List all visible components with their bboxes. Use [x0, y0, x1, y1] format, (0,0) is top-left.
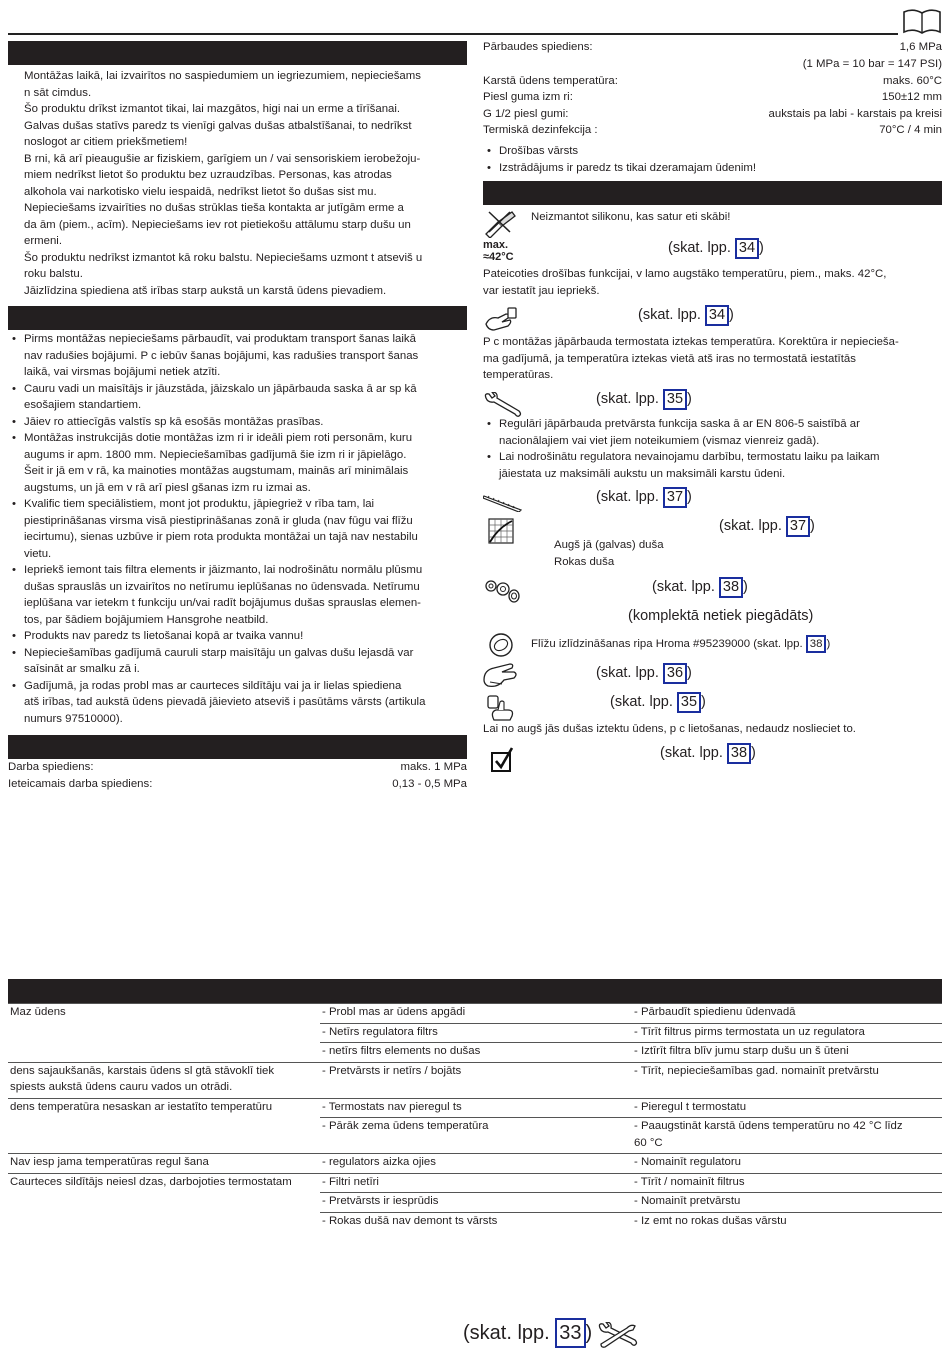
install-line: tos, par šādiem bojājumiem Hansgrohe neatbild.: [24, 613, 269, 626]
thermostat-check-text: [483, 334, 938, 384]
cell-problem: [8, 1098, 320, 1116]
thermostat-line: ma gadījumā, ja temperatūra iztekas vietā atš iras no termostatā iestatītās: [483, 352, 856, 365]
cell-remedy: [632, 1153, 942, 1171]
ref-safety-function: (skat. lpp. 34 ): [668, 238, 764, 259]
safety-line: da ām (piem., acīm). Nepieciešams iev rot pietiekošu attālumu starp dušu un: [24, 218, 411, 231]
spec-key: Pārbaudes spiediens:: [483, 41, 593, 53]
section-bar-installation: [8, 306, 467, 330]
section-bar-troubleshooting: [8, 979, 942, 1003]
spec-row: [483, 89, 942, 106]
install-item: [8, 678, 463, 728]
silicone-warning: Neizmantot silikonu, kas satur eti skābi!: [531, 211, 731, 223]
table-row: [8, 1097, 942, 1117]
install-line: • Jāiev ro attiecīgās valstīs sp kā esošās montāžas prasības.: [24, 415, 324, 428]
ref-flow-diagram: (skat. lpp. 37 ): [719, 516, 815, 537]
install-line: dušas sprauslās un izvairītos no netīrumu ieplūšanas no ūdensvada. Netīrumu: [24, 580, 420, 593]
table-row: [8, 1152, 942, 1172]
safety-function-line: var iestatīt jau iepriekš.: [483, 284, 600, 297]
spec-bullet: • Drošības vārsts: [483, 143, 938, 160]
spec-value: 150±12 mm: [881, 91, 942, 103]
max-temp-label: ≈42°C: [483, 251, 514, 263]
max-label: max.: [483, 239, 509, 251]
cell-line: spiests aukstā ūdens cauru vados un otrādi.: [10, 1081, 233, 1093]
cell-problem: [8, 1062, 320, 1096]
safety-function-text: [483, 266, 938, 299]
pressure-key: Darba spiediens:: [8, 761, 94, 773]
install-line: • Produkts nav paredz ts lietošanai kopā ar tvaika vannu!: [24, 630, 304, 642]
table-row: [8, 1061, 942, 1097]
cell-line: Maz ūdens: [10, 1006, 66, 1018]
ref-thermostat: (skat. lpp. 34 ): [638, 305, 734, 326]
service-item: [483, 449, 938, 482]
safety-function-line: Pateicoties drošības funkcijai, v lamo augstāko temperatūru, piem., maks. 42°C,: [483, 268, 887, 280]
install-item: [8, 562, 463, 628]
ruler-icon: [483, 488, 523, 512]
cell-line: - Tīrīt filtrus pirms termostata un uz regulatora: [634, 1025, 865, 1038]
install-line: ieplūšana var ietekm t funkciju un/vai radīt bojājumus dušas sprauslas elemen-: [24, 597, 421, 609]
page-link[interactable]: 34: [705, 305, 729, 326]
not-included-label: (komplektā netiek piegādāts): [628, 608, 814, 624]
service-bullets: [483, 416, 938, 482]
install-line: iecirtumu), sienas uzbūve ir piem rota produkta montāžai un tajā nav nestabilu: [24, 531, 418, 543]
pressure-row: [8, 776, 467, 793]
thermostat-hand-icon: [484, 306, 518, 332]
table-row: [8, 1191, 942, 1211]
cell-remedy: [632, 1098, 942, 1116]
tools-icon: [597, 1322, 639, 1348]
manual-book-icon: [902, 8, 942, 34]
head-shower-hand-icon: [484, 694, 518, 722]
spec-value: 70°C / 4 min: [879, 124, 942, 136]
silicone-gun-icon: [484, 208, 518, 238]
pressure-value: maks. 1 MPa: [400, 761, 467, 773]
spec-value: maks. 60°C: [883, 75, 942, 87]
install-line: augums ir apm. 1800 mm. Nepieciešamības gadījumā šie izm ri ir jāpielāgo.: [24, 448, 407, 461]
page-link[interactable]: 35: [677, 692, 701, 713]
install-line: • Montāžas instrukcijās dotie montāžas izm ri ir ideāli piem roti personām, kuru: [24, 432, 413, 444]
safety-line: Nepieciešams izvairīties no dušas strūklas tieša kontakta ar jutīgām erme a: [24, 202, 404, 214]
table-row: [8, 1116, 942, 1152]
cell-line: dens temperatūra nesaskan ar iestatīto temperatūru: [10, 1100, 273, 1113]
cell-line: - Probl mas ar ūdens apgādi: [322, 1006, 466, 1018]
cell-cause: [320, 1212, 632, 1230]
ref-spare-parts: (skat. lpp. 38 ): [652, 577, 748, 598]
install-item: [8, 430, 463, 496]
page-link[interactable]: 33: [555, 1318, 585, 1348]
cell-problem: [8, 1212, 320, 1230]
safety-notes: [24, 68, 459, 299]
spec-key: G 1/2 piesl gumi:: [483, 108, 569, 120]
section-bar-pressure: [8, 735, 467, 759]
install-item: [8, 645, 463, 678]
install-line: vietu.: [24, 547, 52, 560]
install-item: [8, 381, 463, 414]
cell-line: - regulators aizka ojies: [322, 1156, 436, 1168]
cell-line: Caurteces sildītājs neiesl dzas, darbojoties termostatam: [10, 1175, 292, 1188]
install-line: • Nepieciešamības gadījumā cauruli starp maisītāju un galvas dušu lejasdā var: [24, 646, 414, 659]
flow-diagram-icon: [488, 518, 514, 544]
ref-dimensions: (skat. lpp. 37 ): [596, 487, 692, 508]
spec-value: (1 MPa = 10 bar = 147 PSI): [802, 58, 942, 70]
safety-line: roku balstu.: [24, 268, 83, 280]
cell-line: - Netīrs regulatora filtrs: [322, 1025, 438, 1038]
page-link[interactable]: 38: [727, 743, 751, 764]
spec-value: 1,6 MPa: [899, 41, 942, 53]
page-link[interactable]: 38: [719, 577, 743, 598]
service-item: [483, 416, 938, 449]
cleaning-hand-icon: [482, 660, 520, 690]
cell-remedy: [632, 1212, 942, 1230]
install-item: [8, 414, 463, 431]
pressure-value: 0,13 - 0,5 MPa: [392, 778, 467, 790]
troubleshooting-table: [8, 1002, 942, 1230]
cell-cause: [320, 1153, 632, 1171]
ref-service: (skat. lpp. 35 ): [596, 389, 692, 410]
tile-disc-text: Flīžu izlīdzināšanas ripa Hroma #95239000 (skat. lpp. 38 ): [531, 634, 830, 654]
install-line: atš irības, tad aukstā ūdens pievadā jāievieto atseviš i pasūtāms vārsts (artikula: [24, 696, 426, 708]
cell-line: - Filtri netīri: [322, 1175, 379, 1188]
section-bar-notes: [483, 181, 942, 205]
cell-cause: [320, 1023, 632, 1041]
thermostat-line: temperatūras.: [483, 369, 554, 381]
install-line: laikā, vai virsmas bojājumi netiek atzīti.: [24, 366, 221, 378]
table-row: [8, 1041, 942, 1061]
spec-key: Karstā ūdens temperatūra:: [483, 75, 618, 87]
cell-line: - netīrs filtrs elements no dušas: [322, 1045, 481, 1057]
page-link[interactable]: 34: [735, 238, 759, 259]
install-line: Šeit ir jā em v rā, ka mainoties montāžas augstumam, mainās arī minimālais: [24, 465, 409, 477]
cell-line: dens sajaukšanās, karstais ūdens sl gtā stāvoklī tiek: [10, 1064, 275, 1077]
footer-ref: (skat. lpp. 33 ): [463, 1318, 592, 1348]
install-line: saīsināt ar smalku zā i.: [24, 663, 140, 675]
service-line: • Regulāri jāpārbauda pretvārsta funkcija saska ā ar EN 806-5 saistībā ar: [499, 418, 860, 430]
safety-line: miem nedrīkst lietot šo produktu bez uzraudzības. Personas, kas atrodas: [24, 169, 392, 181]
install-line: • Cauru vadi un maisītājs ir jāuzstāda, jāizskalo un jāpārbauda saska ā ar sp kā: [24, 382, 417, 395]
cell-problem: [8, 1042, 320, 1060]
safety-line: Šo produktu drīkst izmantot tikai, lai mazgātos, higi nai un erme a tīrīšanai.: [24, 103, 401, 115]
install-line: • Iepriekš iemont tais filtra elements ir jāizmanto, lai nodrošinātu normālu plūsmu: [24, 564, 423, 576]
cell-problem: [8, 1153, 320, 1171]
safety-line: B rni, kā arī pieaugušie ar fiziskiem, garīgiem un / vai sensoriskiem ierobežoju-: [24, 152, 421, 165]
spec-row: [483, 39, 942, 56]
tile-disc-icon: [488, 632, 514, 658]
cell-remedy: [632, 1023, 942, 1041]
spec-row: [483, 106, 942, 123]
install-line: • Pirms montāžas nepieciešams pārbaudīt, vai produktam transport šanas laikā: [24, 333, 416, 345]
cell-line: - Pretvārsts ir iesprūdis: [322, 1195, 439, 1207]
cell-line: - Nomainīt pretvārstu: [634, 1195, 741, 1207]
install-line: esošajiem standartiem.: [24, 399, 142, 411]
cell-line: - Pārbaudīt spiedienu ūdenvadā: [634, 1006, 796, 1018]
cell-remedy: [632, 1117, 942, 1151]
service-line: • Lai nodrošinātu regulatora nevainojamu darbību, termostatu laiku pa laikam: [499, 451, 880, 463]
cell-remedy: [632, 1042, 942, 1060]
wrench-icon: [483, 392, 523, 418]
table-row: [8, 1002, 942, 1022]
thermostat-line: P c montāžas jāpārbauda termostata iztekas temperatūra. Korektūra ir nepiecieša-: [483, 336, 899, 348]
safety-line: ermeni.: [24, 235, 62, 247]
cell-problem: [8, 1003, 320, 1021]
cell-line: - Pieregul t termostatu: [634, 1100, 747, 1113]
cell-line: - Tīrīt, nepieciešamības gad. nomainīt pretvārstu: [634, 1064, 879, 1077]
table-row: [8, 1211, 942, 1231]
cell-problem: [8, 1023, 320, 1041]
spec-row: [483, 122, 942, 139]
service-line: jāiestata uz maksimāli aukstu un maksimāli karstu ūdeni.: [499, 467, 786, 480]
install-line: numurs 97510000).: [24, 712, 123, 725]
install-line: nav radušies bojājumi. P c iebūv šanas bojājumi, kas radušies transport šanas: [24, 349, 419, 362]
install-line: • Gadījumā, ja rodas probl mas ar caurteces sildītāju vai ja ir lielas spiediena: [24, 679, 402, 692]
cell-cause: [320, 1042, 632, 1060]
technical-bullets: [483, 143, 938, 176]
cell-line: Nav iesp jama temperatūras regul šana: [10, 1156, 209, 1168]
cell-line: - Iztīrīt filtra blīv jumu starp dušu un š ūteni: [634, 1045, 849, 1057]
install-line: • Kvalific tiem speciālistiem, mont jot produktu, jāpiegriež v rība tam, lai: [24, 498, 375, 510]
cell-remedy: [632, 1192, 942, 1210]
cell-line: - Pretvārsts ir netīrs / bojāts: [322, 1064, 462, 1077]
table-row: [8, 1022, 942, 1042]
page-link[interactable]: 38: [806, 635, 827, 653]
cell-cause: [320, 1173, 632, 1191]
safety-line: n sāt cimdus.: [24, 86, 92, 99]
test-checkmark-icon: [490, 747, 514, 773]
page-link[interactable]: 36: [663, 663, 687, 684]
install-item: [8, 331, 463, 381]
install-item: [8, 628, 463, 645]
lean-shower-text: Lai no augš jās dušas iztektu ūdens, p c lietošanas, nedaudz noslieciet to.: [483, 723, 856, 735]
cell-problem: [8, 1173, 320, 1191]
cell-line: - Iz emt no rokas dušas vārstu: [634, 1214, 787, 1227]
flow-hand-shower: Rokas duša: [554, 556, 615, 568]
cell-line: - Rokas dušā nav demont ts vārsts: [322, 1214, 498, 1227]
install-item: [8, 496, 463, 562]
cell-cause: [320, 1003, 632, 1021]
ref-cleaning: (skat. lpp. 36 ): [596, 663, 692, 684]
page-link[interactable]: 37: [663, 487, 687, 508]
cell-line: 60 °C: [634, 1136, 663, 1149]
cell-remedy: [632, 1003, 942, 1021]
cell-line: - Tīrīt / nomainīt filtrus: [634, 1175, 745, 1188]
cell-problem: [8, 1192, 320, 1210]
ref-head-shower: (skat. lpp. 35 ): [610, 692, 706, 713]
pressure-key: Ieteicamais darba spiediens:: [8, 778, 153, 790]
cell-cause: [320, 1192, 632, 1210]
spec-key: Termiskā dezinfekcija :: [483, 124, 598, 136]
safety-line: Jāizlīdzina spiediena atš irības starp aukstā un karstā ūdens pievadiem.: [24, 284, 387, 297]
section-bar-safety: [8, 41, 467, 65]
flow-head-shower: Augš jā (galvas) duša: [554, 539, 664, 551]
cell-cause: [320, 1117, 632, 1151]
safety-line: alkohola vai narkotisko vielu iespaidā, nedrīkst lietot šo dušas sist mu.: [24, 185, 377, 198]
cell-line: - Paaugstināt karstā ūdens temperatūru no 42 °C līdz: [634, 1120, 903, 1132]
pressure-row: [8, 759, 467, 776]
spec-bullet: • Izstrādājums ir paredz ts tikai dzeramajam ūdenim!: [483, 160, 938, 177]
table-row: [8, 1172, 942, 1192]
cell-line: - Termostats nav pieregul ts: [322, 1100, 462, 1113]
cell-cause: [320, 1062, 632, 1096]
top-rule: [8, 33, 898, 35]
spare-parts-icon: [484, 578, 522, 604]
spec-row: [483, 56, 942, 73]
cell-problem: [8, 1117, 320, 1151]
safety-line: noslogot ar citiem priekšmetiem!: [24, 136, 188, 148]
safety-line: Montāžas laikā, lai izvairītos no saspiedumiem un iegriezumiem, nepieciešams: [24, 70, 421, 82]
spec-row: [483, 73, 942, 90]
cell-cause: [320, 1098, 632, 1116]
cell-remedy: [632, 1062, 942, 1096]
ref-test: (skat. lpp. 38 ): [660, 743, 756, 764]
cell-line: - Pārāk zema ūdens temperatūra: [322, 1120, 489, 1132]
spec-key: Piesl guma izm ri:: [483, 91, 573, 103]
page-link[interactable]: 37: [786, 516, 810, 537]
install-line: piestiprināšanas virsma visā piestiprināšanas zonā ir gluda (nav fūgu vai flīžu: [24, 514, 413, 527]
install-line: augstums, un jā em v rā arī piesl gšanas izm ru izmai as.: [24, 481, 311, 494]
service-line: nacionālajiem vai viet jiem noteikumiem (vismaz vienreiz gadā).: [499, 434, 820, 447]
cell-line: - Nomainīt regulatoru: [634, 1156, 741, 1168]
cell-remedy: [632, 1173, 942, 1191]
installation-notes: [8, 331, 463, 727]
spec-value: aukstais pa labi - karstais pa kreisi: [768, 108, 942, 120]
page-link[interactable]: 35: [663, 389, 687, 410]
safety-line: Šo produktu nedrīkst izmantot kā roku balstu. Nepieciešams uzmont t atseviš u: [24, 251, 423, 264]
safety-line: Galvas dušas statīvs paredz ts vienīgi galvas dušas atbalstīšanai, to nedrīkst: [24, 119, 412, 132]
